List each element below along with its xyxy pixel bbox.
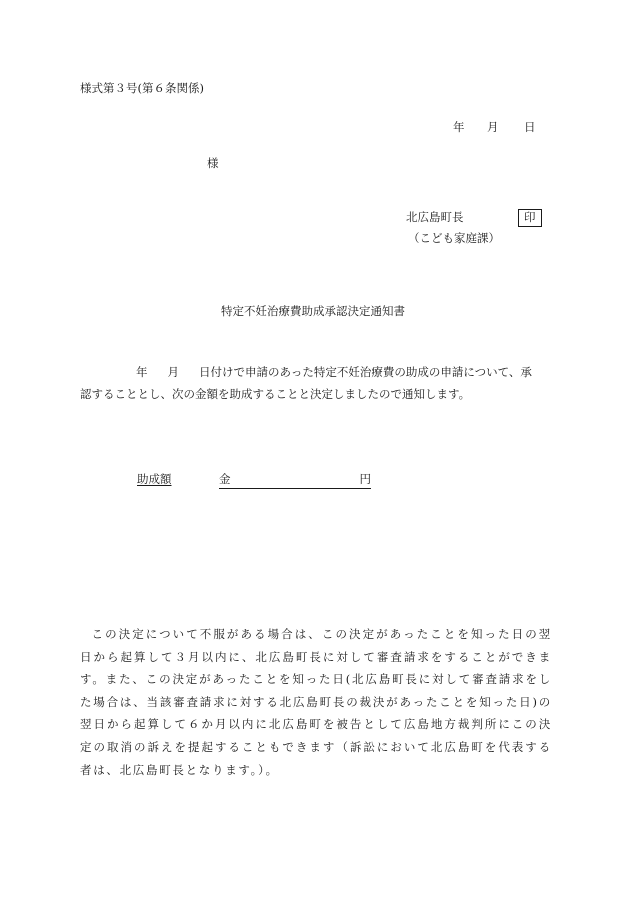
- date-month-label: 月: [487, 120, 499, 134]
- date-year-label: 年: [453, 120, 465, 134]
- body-line2-text: 認することとし、次の金額を助成することと決定しましたので通知します。: [80, 387, 471, 401]
- appeal-notice: この決定について不服がある場合は、この決定があったことを知った日の翌日から起算して３月以内に、北広島町長に対して審査請求をすることができます。また、この決定があったことを知った日(北広島町長に対して審査請求をした場合は、当該審査請求に対する北広島町長の裁決があったことを知った日)の翌日から起算して６か月以内に北広島町を被告として広島地方裁判所にこの決定の取消の訴えを提起することもできます（訴訟において北広島町を代表する者は、北広島町長となります。）。: [80, 627, 552, 777]
- grant-amount-label: 助成額: [137, 472, 172, 486]
- body-paragraph: [80, 361, 550, 405]
- issuer-title: 北広島町長: [406, 210, 464, 224]
- body-year-label: 年: [136, 365, 148, 379]
- date-day-label: 日: [524, 120, 536, 134]
- addressee-suffix: 様: [207, 156, 219, 170]
- body-month-label: 月: [167, 365, 179, 379]
- grant-amount-prefix: 金: [219, 472, 231, 486]
- grant-amount-suffix: 円: [359, 472, 371, 486]
- grant-amount-field: [219, 474, 371, 489]
- document-title: 特定不妊治療費助成承認決定通知書: [221, 304, 405, 318]
- form-number: 様式第３号(第６条関係): [80, 81, 204, 95]
- seal-stamp-box: 印: [518, 209, 542, 227]
- body-line1-text: 日付けで申請のあった特定不妊治療費の助成の申請について、承: [199, 365, 532, 379]
- issuer-department: （こども家庭課）: [408, 231, 500, 245]
